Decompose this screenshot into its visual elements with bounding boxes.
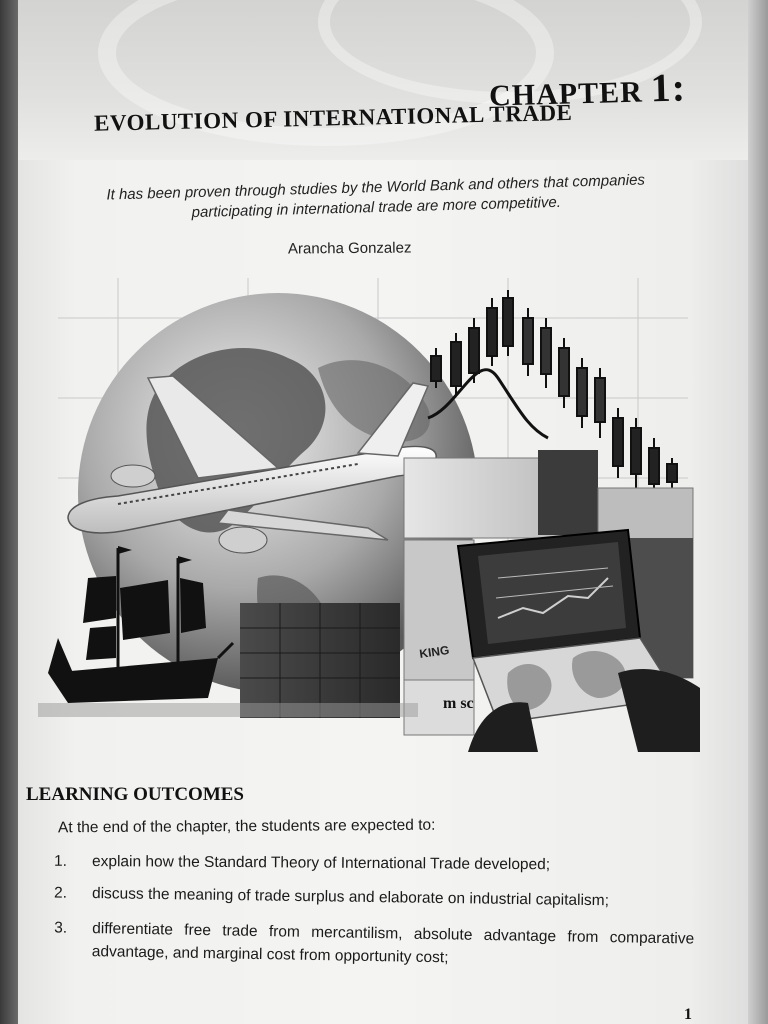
learning-outcomes-heading: LEARNING OUTCOMES [26,784,244,805]
list-item-text: explain how the Standard Theory of International Trade developed; [91,853,551,874]
list-item-number: 1. [53,852,68,870]
textbook-page [18,0,748,1024]
shipping-container-icon [240,603,400,718]
list-item-number: 3. [54,919,68,937]
page-edge-shadow [748,0,768,1024]
epigraph-quote: It has been proven through studies by the World Bank and others that companies participating in international trade are more competitive. [106,171,646,222]
list-item-number: 2. [53,884,68,902]
epigraph-author: Arancha Gonzalez [287,239,412,258]
page-number: 1 [684,1006,692,1023]
trade-illustration [28,278,700,752]
list-item [54,882,694,914]
list-item [54,916,695,973]
chapter-title: EVOLUTION OF INTERNATIONAL TRADE [93,99,573,136]
list-item-text: differentiate free trade from mercantilism, absolute advantage from comparative advantage, and marginal cost from opportunity cost; [91,920,695,967]
chapter-label: CHAPTER [488,75,644,113]
container-label: KING [418,642,451,661]
chapter-number: 1: [650,64,687,111]
learning-outcomes-intro: At the end of the chapter, the students are expected to: [57,816,436,837]
binding-edge [0,0,18,1024]
list-item-text: discuss the meaning of trade surplus and elaborate on industrial capitalism; [91,885,610,910]
list-item [54,850,694,877]
container-label: m sc [443,695,474,712]
